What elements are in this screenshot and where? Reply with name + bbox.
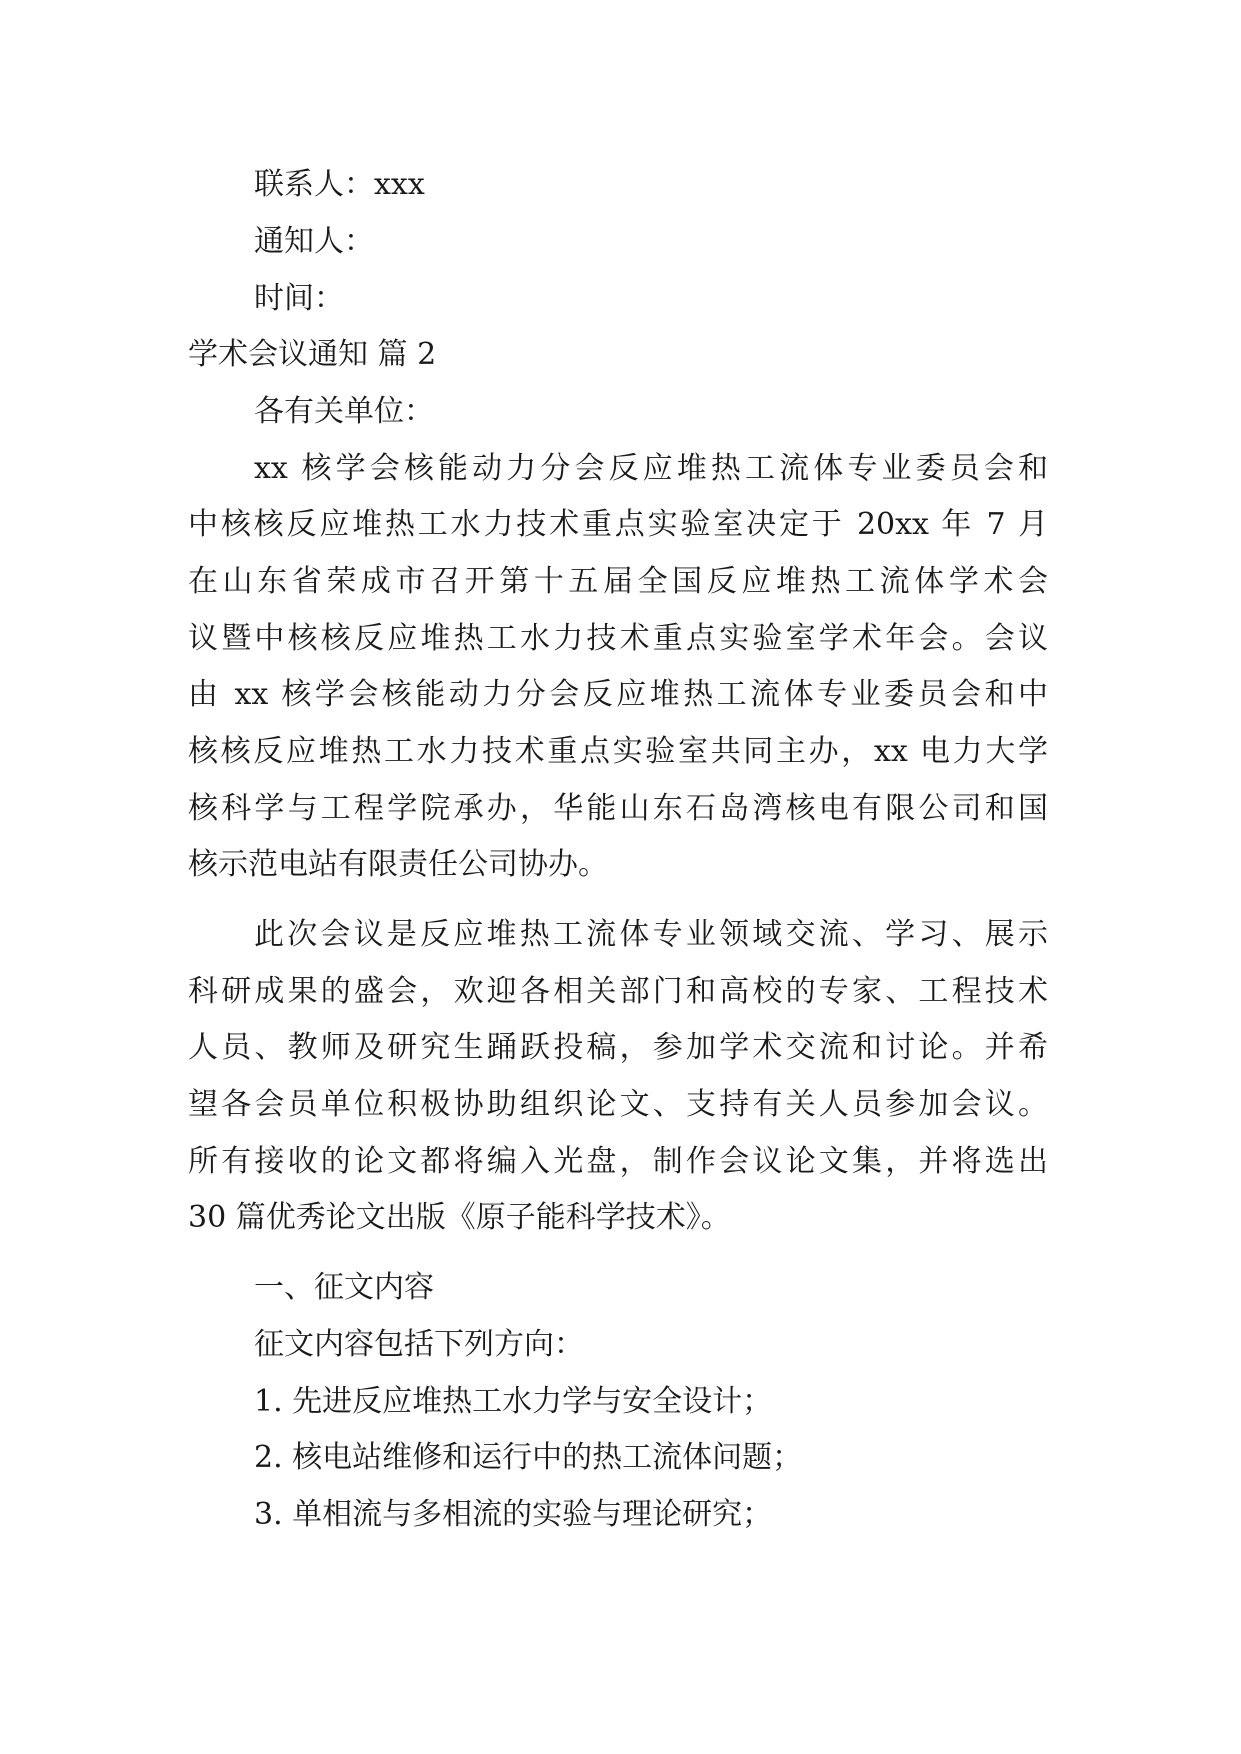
paragraph-line: 核科学与工程学院承办，华能山东石岛湾核电有限公司和国 xyxy=(188,791,1048,826)
time-line: 时间： xyxy=(254,281,344,316)
paragraph-line: 此次会议是反应堆热工流体专业领域交流、学习、展示 xyxy=(254,917,1048,952)
section-heading: 一、征文内容 xyxy=(254,1270,434,1305)
paragraph-line: 议暨中核核反应堆热工水力技术重点实验室学术年会。会议 xyxy=(188,621,1048,656)
contact-person-line: 联系人：xxx xyxy=(254,167,425,202)
paragraph-line: 所有接收的论文都将编入光盘，制作会议论文集，并将选出 xyxy=(188,1144,1048,1179)
section-intro: 征文内容包括下列方向： xyxy=(254,1327,584,1362)
paragraph-line: 在山东省荣成市召开第十五届全国反应堆热工流体学术会 xyxy=(188,564,1048,599)
paragraph-line: 中核核反应堆热工水力技术重点实验室决定于 20xx 年 7 月 xyxy=(188,507,1048,542)
paragraph-line: 核核反应堆热工水力技术重点实验室共同主办，xx 电力大学 xyxy=(188,734,1048,769)
paragraph-line: 人员、教师及研究生踊跃投稿，参加学术交流和讨论。并希 xyxy=(188,1030,1048,1065)
paragraph-line: 由 xx 核学会核能动力分会反应堆热工流体专业委员会和中 xyxy=(188,677,1048,712)
paragraph-line: 科研成果的盛会，欢迎各相关部门和高校的专家、工程技术 xyxy=(188,974,1048,1009)
list-item: 3. 单相流与多相流的实验与理论研究； xyxy=(254,1497,773,1532)
notifier-line: 通知人： xyxy=(254,224,374,259)
salutation: 各有关单位： xyxy=(254,394,434,429)
paragraph-line: 望各会员单位积极协助组织论文、支持有关人员参加会议。 xyxy=(188,1087,1048,1122)
list-item: 2. 核电站维修和运行中的热工流体问题； xyxy=(254,1440,803,1475)
section-title: 学术会议通知 篇 2 xyxy=(188,337,437,372)
paragraph-line: xx 核学会核能动力分会反应堆热工流体专业委员会和 xyxy=(254,451,1048,486)
list-item: 1. 先进反应堆热工水力学与安全设计； xyxy=(254,1384,773,1419)
paragraph-line: 核示范电站有限责任公司协办。 xyxy=(188,847,608,882)
paragraph-line: 30 篇优秀论文出版《原子能科学技术》。 xyxy=(188,1200,731,1235)
